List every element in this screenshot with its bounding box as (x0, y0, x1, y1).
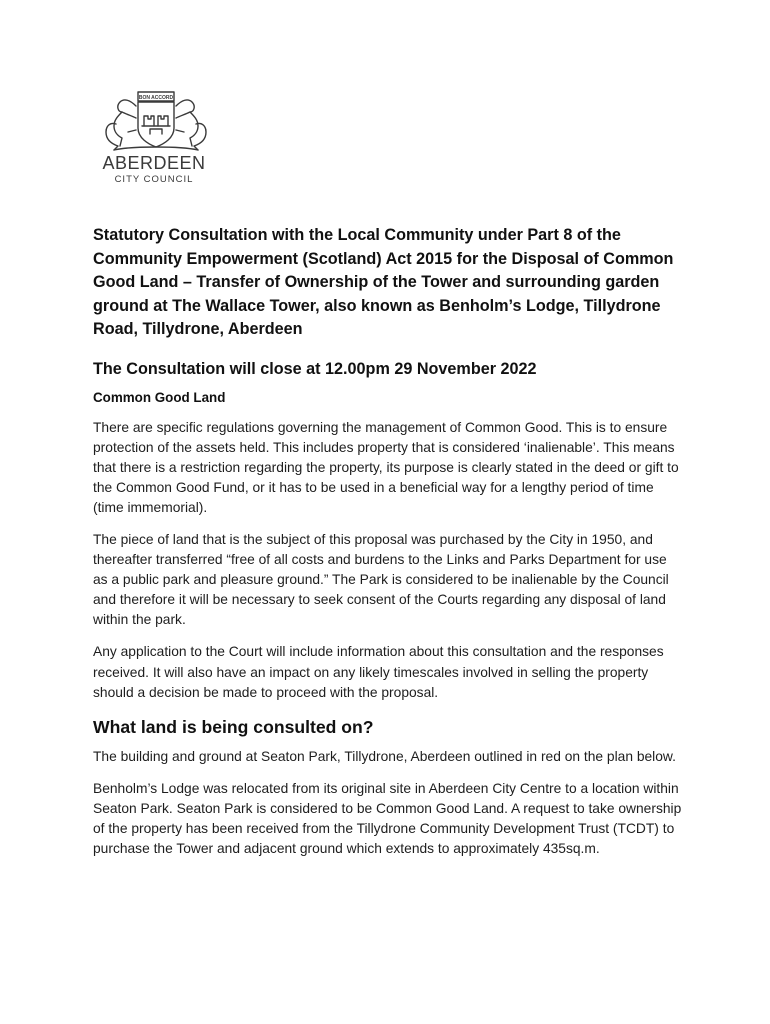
document-body (93, 224, 685, 871)
paragraph-regulations: There are specific regulations governing the management of Common Good. This is to ensure protection of the assets held. This includes property that is considered ‘inalienable’. This means that there is a restriction regarding the property, its purpose is clearly stated in the deed or gift to the Common Good Fund, or it has to be used in a beneficial way for a lengthy period of time (time immemorial). (93, 419, 679, 515)
land-consulted-heading: What land is being consulted on? (93, 716, 374, 737)
document-title: Statutory Consultation with the Local Community under Part 8 of the Community Empowerment (Scotland) Act 2015 for the Disposal of Common Good Land – Transfer of Ownership of the Tower and surrounding garden ground at The Wallace Tower, also known as Benholm’s Lodge, Tillydrone Road, Tillydrone, Aberdeen (93, 226, 674, 338)
aberdeen-city-council-logo (92, 88, 216, 188)
paragraph-building-ground: The building and ground at Seaton Park, Tillydrone, Aberdeen outlined in red on the plan below. (93, 748, 676, 764)
crest-icon (92, 88, 216, 188)
consultation-closing-date: The Consultation will close at 12.00pm 29 November 2022 (93, 359, 537, 378)
logo-name-text: ABERDEEN (102, 153, 206, 173)
logo-subname-text: CITY COUNCIL (114, 174, 194, 185)
paragraph-court-application: Any application to the Court will include information about this consultation and the responses received. It will also have an impact on any likely timescales involved in selling the property should a decision be made to proceed with the proposal. (93, 644, 664, 700)
paragraph-land-history: The piece of land that is the subject of this proposal was purchased by the City in 1950, and thereafter transferred “free of all costs and burdens to the Links and Parks Department for use as a public park and pleasure ground.” The Park is considered to be inalienable by the Council and therefore it will be necessary to seek consent of the Courts regarding any disposal of land within the park. (93, 531, 669, 628)
common-good-land-heading: Common Good Land (93, 389, 226, 405)
logo-motto-text: BON ACCORD (138, 95, 174, 102)
paragraph-benholms-lodge: Benholm’s Lodge was relocated from its original site in Aberdeen City Centre to a location within Seaton Park. Seaton Park is considered to be Common Good Land. A request to take ownership of the property has been received from the Tillydrone Community Development Trust (TCDT) to purchase the Tower and adjacent ground which extends to approximately 435sq.m. (93, 780, 682, 857)
